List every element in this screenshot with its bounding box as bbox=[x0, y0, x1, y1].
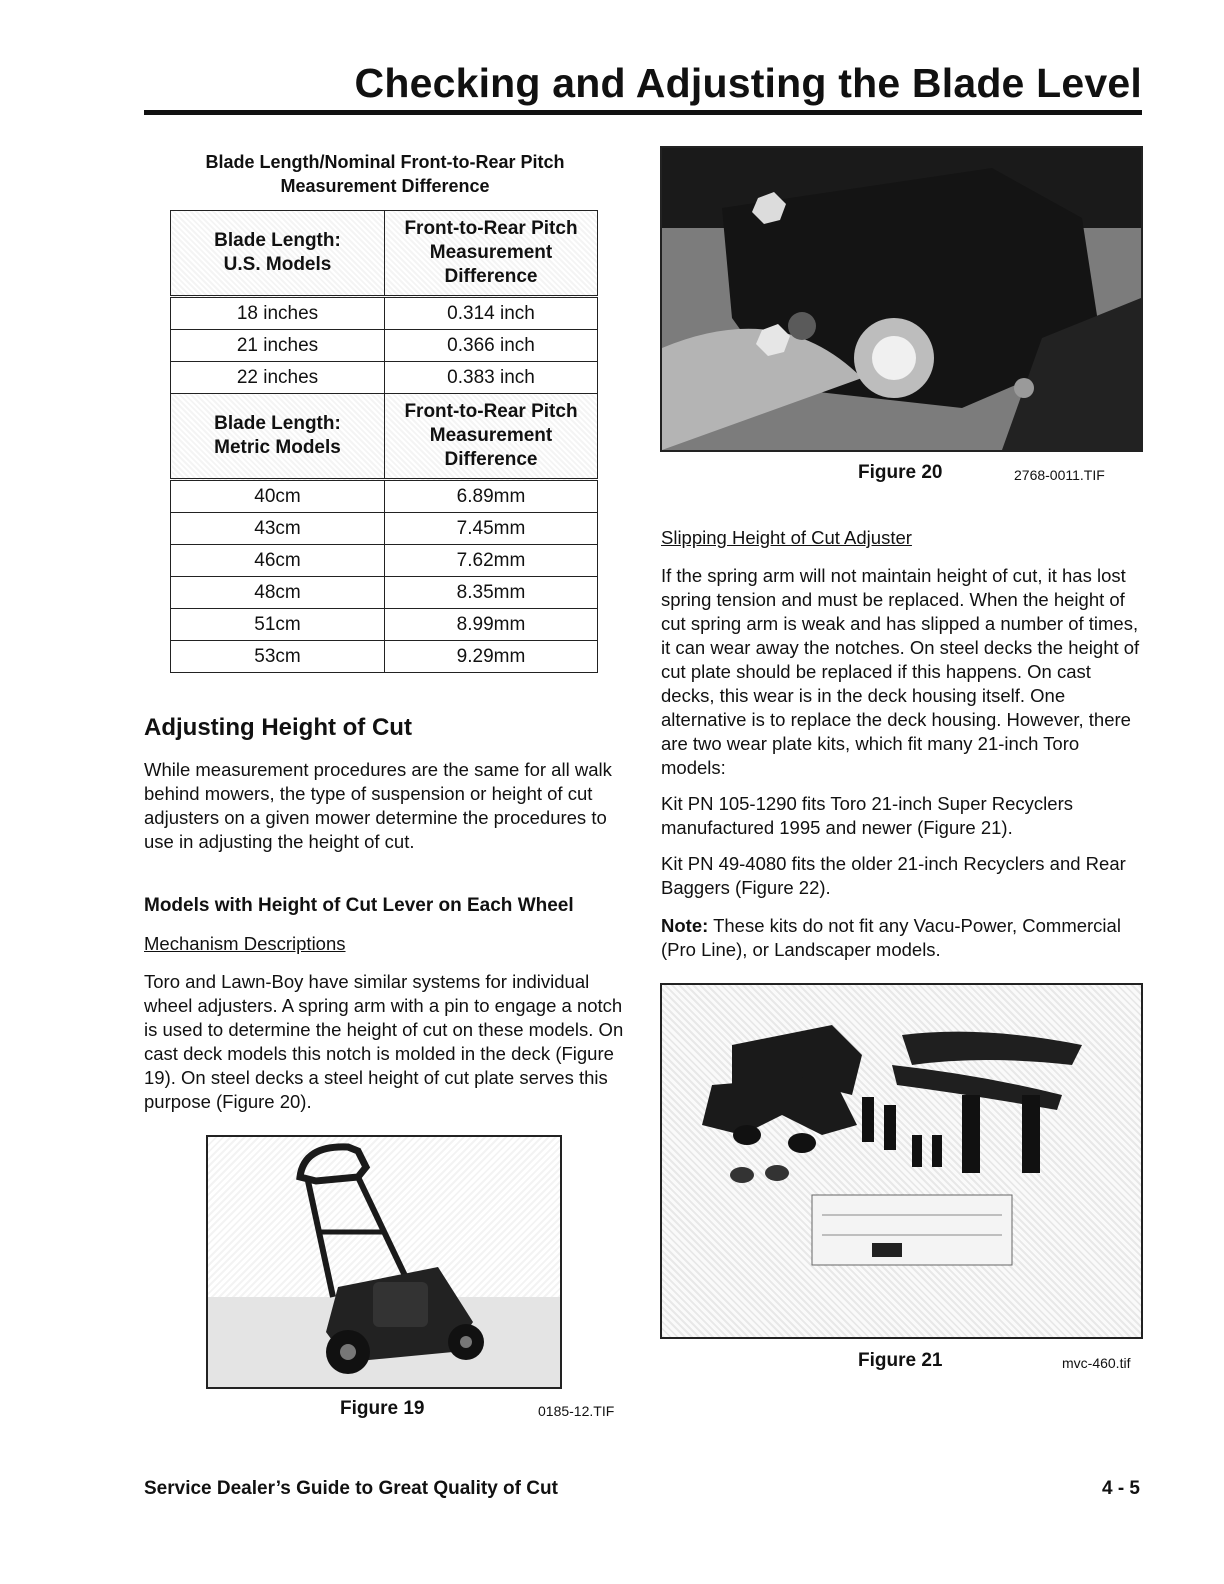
figure-20-image bbox=[660, 146, 1143, 452]
metric-header-row bbox=[171, 394, 598, 480]
intro-paragraph: While measurement procedures are the same for all walk behind mowers, the type of suspension or height of cut adjusters on a given mower determine the procedures to use in adjusting the height of cut. bbox=[144, 759, 612, 852]
slipping-paragraph: If the spring arm will not maintain height of cut, it has lost spring tension and must be replaced. When the height of cut spring arm is weak and has slipped a number of times, it can wear away the notches. On steel decks the height of cut plate should be replaced if this happens. On cast decks, this wear is in the deck housing itself. One alternative is to replace the deck housing. However, there are two wear plate kits, which fit many 21-inch Toro models: bbox=[661, 565, 1140, 778]
note-paragraph bbox=[661, 914, 1131, 962]
table-caption-line2: Measurement Difference bbox=[280, 176, 490, 196]
header-text: Front-to-Rear Pitch bbox=[404, 218, 578, 239]
figure-19-image bbox=[206, 1135, 562, 1389]
table-row bbox=[171, 641, 598, 673]
header-text: Front-to-Rear Pitch bbox=[404, 401, 578, 422]
figure-21-image bbox=[660, 983, 1143, 1339]
us-header-row bbox=[171, 211, 598, 297]
us-length-header bbox=[171, 211, 385, 297]
page-title: Checking and Adjusting the Blade Level bbox=[354, 60, 1142, 106]
kit-1-paragraph: Kit PN 105-1290 fits Toro 21-inch Super Recyclers manufactured 1995 and newer (Figure 21). bbox=[661, 793, 1073, 838]
header-text: Blade Length: bbox=[214, 413, 341, 434]
height-of-cut-plate-photo bbox=[662, 148, 1141, 450]
length-cell: 40cm bbox=[171, 480, 385, 513]
diff-cell: 0.383 inch bbox=[385, 362, 598, 394]
figure-20-label: Figure 20 bbox=[858, 462, 943, 483]
length-cell: 18 inches bbox=[171, 297, 385, 330]
length-cell: 46cm bbox=[171, 545, 385, 577]
table-row bbox=[171, 480, 598, 513]
length-cell: 51cm bbox=[171, 609, 385, 641]
length-cell: 22 inches bbox=[171, 362, 385, 394]
table-row bbox=[171, 577, 598, 609]
mechanism-paragraph: Toro and Lawn-Boy have similar systems for individual wheel adjusters. A spring arm with a pin to engage a notch is used to determine the height of cut on these models. On cast deck models this notch is molded in the deck (Figure 19). On steel decks a steel height of cut plate serves this purpose (Figure 20). bbox=[144, 971, 624, 1112]
slipping-adjuster-heading: Slipping Height of Cut Adjuster bbox=[661, 527, 912, 548]
header-text: Measurement bbox=[429, 242, 553, 263]
figure-19-filename: 0185-12.TIF bbox=[538, 1403, 615, 1419]
mechanism-descriptions-heading: Mechanism Descriptions bbox=[144, 933, 346, 954]
diff-cell: 0.314 inch bbox=[385, 297, 598, 330]
diff-cell: 8.35mm bbox=[385, 577, 598, 609]
us-diff-header bbox=[385, 211, 598, 297]
diff-cell: 8.99mm bbox=[385, 609, 598, 641]
figure-21-label: Figure 21 bbox=[858, 1350, 943, 1371]
length-cell: 53cm bbox=[171, 641, 385, 673]
table-caption bbox=[150, 150, 620, 198]
table-caption-line1: Blade Length/Nominal Front-to-Rear Pitch bbox=[205, 152, 565, 172]
kit-2-paragraph: Kit PN 49-4080 fits the older 21-inch Recyclers and Rear Baggers (Figure 22). bbox=[661, 853, 1126, 898]
subheading-lever-each-wheel: Models with Height of Cut Lever on Each Wheel bbox=[144, 895, 574, 916]
table-row bbox=[171, 545, 598, 577]
header-text: Measurement bbox=[429, 425, 553, 446]
diff-cell: 7.62mm bbox=[385, 545, 598, 577]
wear-plate-kit-photo bbox=[662, 985, 1141, 1337]
note-text: These kits do not fit any Vacu-Power, Commercial (Pro Line), or Landscaper models. bbox=[661, 915, 1121, 960]
section-heading-height-of-cut: Adjusting Height of Cut bbox=[144, 714, 412, 741]
length-cell: 43cm bbox=[171, 513, 385, 545]
footer-page-number: 4 - 5 bbox=[1101, 1478, 1140, 1499]
header-text: U.S. Models bbox=[223, 254, 332, 275]
table-row bbox=[171, 362, 598, 394]
title-rule bbox=[144, 110, 1142, 115]
blade-pitch-table bbox=[170, 210, 598, 673]
diff-cell: 9.29mm bbox=[385, 641, 598, 673]
length-cell: 48cm bbox=[171, 577, 385, 609]
diff-cell: 0.366 inch bbox=[385, 330, 598, 362]
header-text: Difference bbox=[444, 449, 538, 470]
length-cell: 21 inches bbox=[171, 330, 385, 362]
header-text: Blade Length: bbox=[214, 230, 341, 251]
header-text: Metric Models bbox=[214, 437, 341, 458]
figure-19-label: Figure 19 bbox=[340, 1398, 425, 1419]
footer-guide-title: Service Dealer’s Guide to Great Quality of Cut bbox=[144, 1478, 558, 1499]
figure-20-filename: 2768-0011.TIF bbox=[1014, 467, 1105, 483]
header-text: Difference bbox=[444, 266, 538, 287]
table-row bbox=[171, 609, 598, 641]
table-row bbox=[171, 330, 598, 362]
table-row bbox=[171, 297, 598, 330]
figure-21-filename: mvc-460.tif bbox=[1062, 1355, 1131, 1371]
lawn-mower-illustration bbox=[208, 1137, 560, 1387]
table-row bbox=[171, 513, 598, 545]
diff-cell: 7.45mm bbox=[385, 513, 598, 545]
metric-length-header bbox=[171, 394, 385, 480]
metric-diff-header bbox=[385, 394, 598, 480]
diff-cell: 6.89mm bbox=[385, 480, 598, 513]
note-label: Note: bbox=[661, 915, 709, 936]
